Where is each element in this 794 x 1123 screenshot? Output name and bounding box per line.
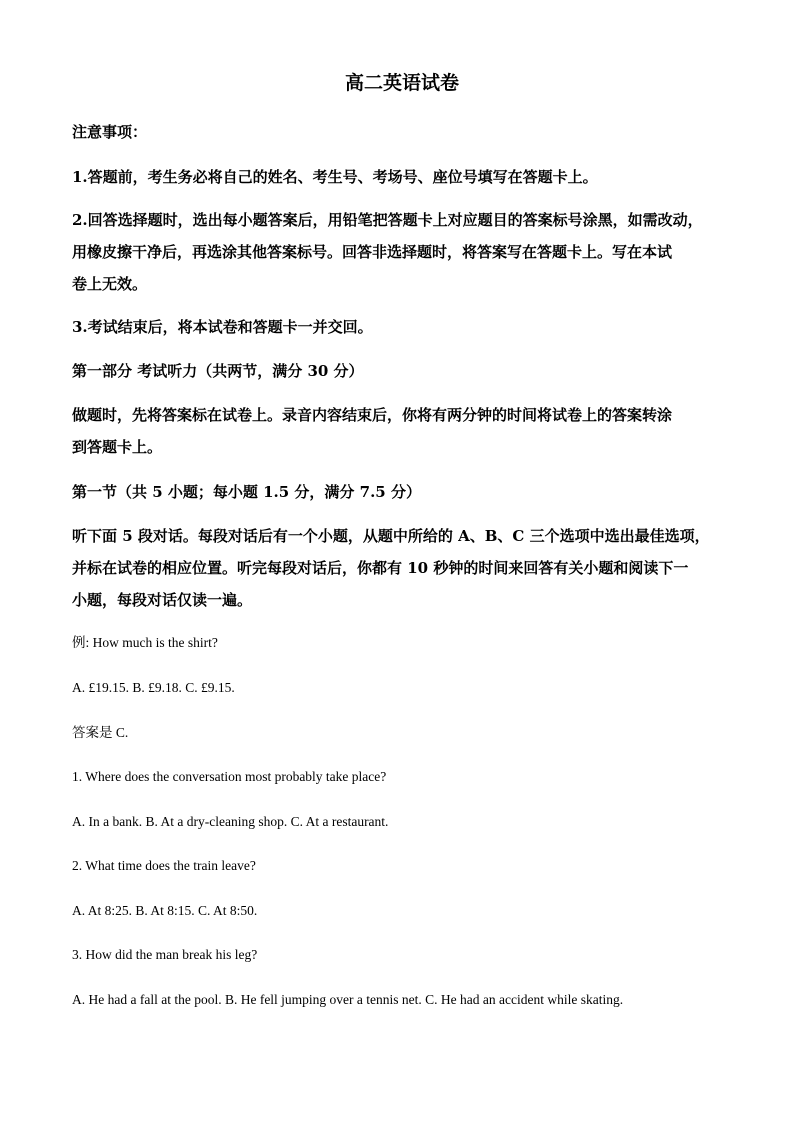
- part1-instruction: [72, 399, 732, 463]
- exam-page: [72, 0, 732, 1123]
- question-2-options: A. At 8:25. B. At 8:15. C. At 8:50.: [72, 903, 258, 918]
- notice-item-2-line: 2.回答选择题时，选出每小题答案后，用铅笔把答题卡上对应题目的答案标号涂黑，如需改动，: [72, 211, 703, 229]
- section1-instruction-line: 小题，每段对话仅读一遍。: [72, 591, 253, 609]
- exam-title: 高二英语试卷: [344, 72, 459, 94]
- question-2: 2. What time does the train leave?: [72, 858, 256, 873]
- part1-instruction-line: 到答题卡上。: [72, 438, 163, 456]
- notice-item-1: 1.答题前，考生务必将自己的姓名、考生号、考场号、座位号填写在答题卡上。: [72, 168, 598, 186]
- section1-instruction-line: 听下面 5 段对话。每段对话后有一个小题，从题中所给的 A、B、C 三个选项中选出最佳选项，: [72, 527, 710, 545]
- notice-heading: 注意事项：: [72, 123, 148, 141]
- notice-item-3: 3.考试结束后，将本试卷和答题卡一并交回。: [72, 318, 373, 336]
- question-1: 1. Where does the conversation most probably take place?: [72, 769, 387, 784]
- part1-heading: 第一部分 考试听力（共两节，满分 30 分）: [72, 362, 364, 380]
- notice-item-2-line: 卷上无效。: [72, 275, 148, 293]
- section1-instruction: [72, 520, 732, 616]
- section1-heading: 第一节（共 5 小题；每小题 1.5 分，满分 7.5 分）: [72, 483, 421, 501]
- question-3: 3. How did the man break his leg?: [72, 947, 258, 962]
- part1-instruction-line: 做题时，先将答案标在试卷上。录音内容结束后，你将有两分钟的时间将试卷上的答案转涂: [72, 406, 673, 424]
- notice-item-2-line: 用橡皮擦干净后，再选涂其他答案标号。回答非选择题时，将答案写在答题卡上。写在本试: [72, 243, 673, 261]
- example-question: 例: How much is the shirt?: [72, 635, 218, 650]
- example-options: A. £19.15. B. £9.18. C. £9.15.: [72, 680, 235, 695]
- question-1-options: A. In a bank. B. At a dry-cleaning shop. C. At a restaurant.: [72, 814, 389, 829]
- question-3-options: A. He had a fall at the pool. B. He fell jumping over a tennis net. C. He had an accident while skating.: [72, 992, 624, 1007]
- example-answer: 答案是 C.: [72, 725, 129, 740]
- notice-item-2: [72, 204, 732, 300]
- section1-instruction-line: 并标在试卷的相应位置。听完每段对话后，你都有 10 秒钟的时间来回答有关小题和阅读下一: [72, 559, 689, 577]
